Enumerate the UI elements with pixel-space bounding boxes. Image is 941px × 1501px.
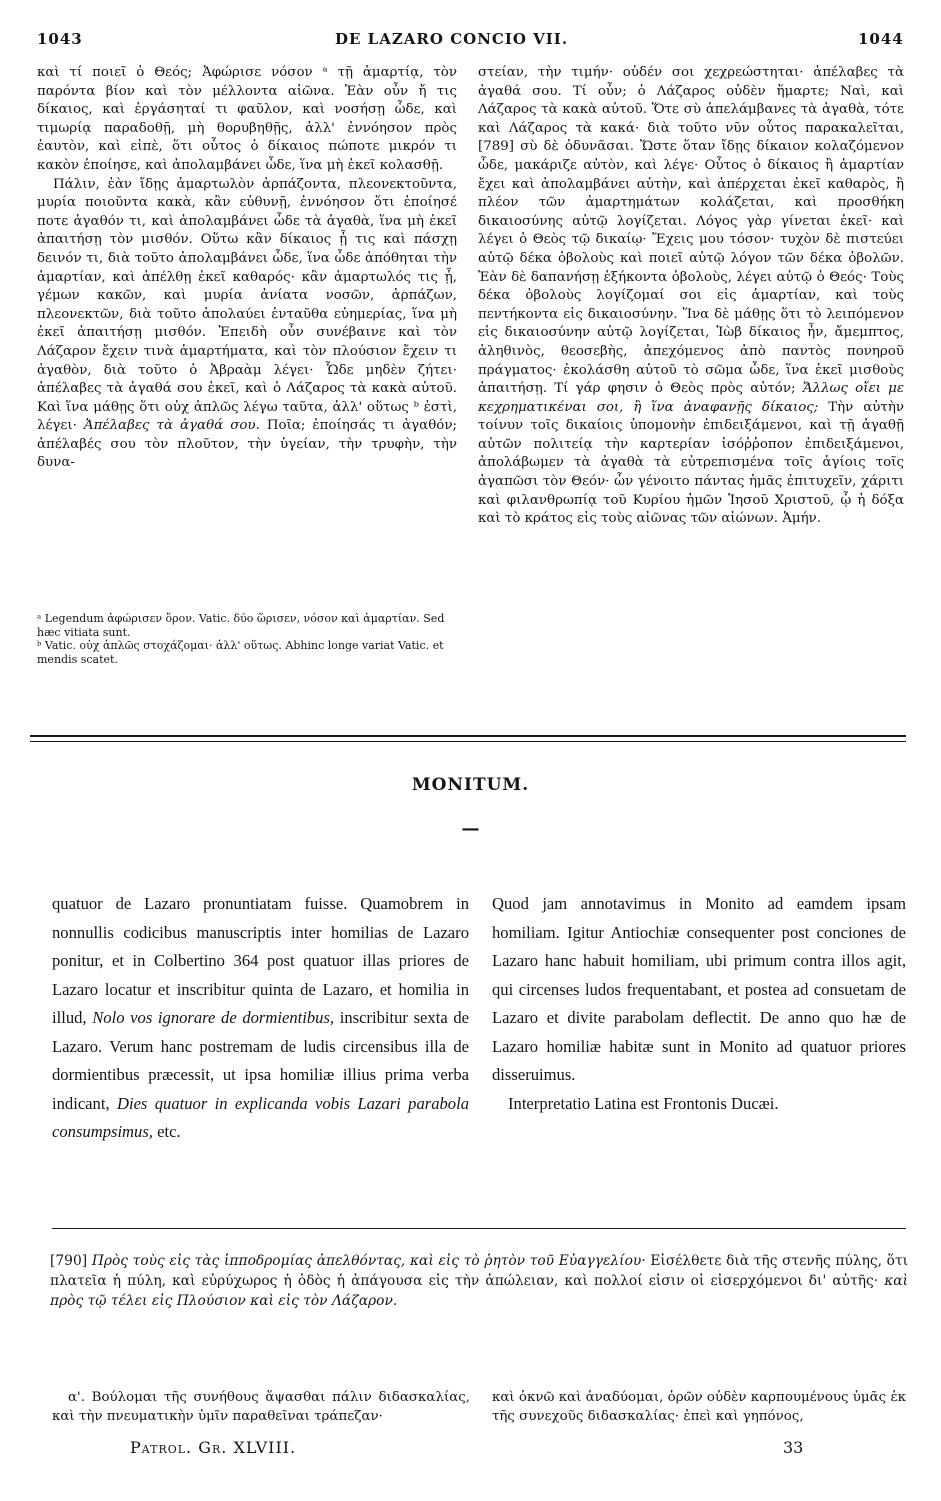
latin-citation: Dies quatuor in explicanda vobis Lazari parabola consumpsimus, (52, 1093, 469, 1141)
footnotes (37, 612, 457, 666)
greek-column-right (478, 64, 904, 529)
footnote-a: ᵃ Legendum ἀφώρισεν ὅρον. Vatic. δύο ὥρισεν, νόσον καὶ ἁμαρτίαν. Sed hæc vitiata sunt. (37, 612, 445, 639)
section-divider (52, 1228, 906, 1229)
homily-title-italic: καὶ πρὸς τῷ τέλει εἰς Πλούσιον καὶ εἰς τὸν Λάζαρον. (50, 1273, 909, 1309)
monitum-paragraph: Quod jam annotavimus in Monito ad eamdem ipsam homiliam. Igitur Antiochiæ consequenter post conciones de Lazaro hanc habuit homiliam, ubi primum contra illos agit, qui circenses ludos frequentabant, et postea ad consuetam de Lazaro et divite parabolam deflectit. De anno quo hæ de Lazaro homiliæ habitæ sunt in Monito ad quatuor priores disseruimus. (492, 894, 906, 1084)
monitum-paragraph (52, 890, 469, 1147)
running-title: DE LAZARO CONCIO VII. (335, 30, 569, 48)
greek-paragraph: καὶ τί ποιεῖ ὁ Θεός; Ἀφώρισε νόσον ᵃ τῇ ἁμαρτίᾳ, τὸν παρόντα βίον καὶ τὸν μέλλοντα αἰῶνα. Ἐὰν οὖν ἤ τις δίκαιος, καὶ ἐργάσηταί τι φαῦλον, καὶ νοσήσῃ ὧδε, καὶ τιμωρίᾳ παραδοθῇ, μὴ θορυβηθῇς, ἀλλ' ἐννόησον πρὸς ἑαυτὸν, καὶ εἰπὲ, ὅτι οὗτος ὁ δίκαιος πώποτε μικρόν τι κακὸν ἐποίησε, καὶ ἀπολαμβάνει ὧδε, ἵνα μὴ ἐκεῖ κολασθῇ. (37, 65, 457, 173)
homily-column-left (52, 1388, 470, 1426)
greek-text: Πάλιν, ἐὰν ἴδῃς ἁμαρτωλὸν ἁρπάζοντα, πλεονεκτοῦντα, μυρία ποιοῦντα κακὰ, κἂν εὐθυνῇ, ἐννόησον ὅτι ἐποίησέ ποτε ἀγαθόν τι, καὶ ἀπολαμβάνει ὧδε τὰ ἀγαθὰ, ἵνα μὴ ἐκεῖ ἀπαιτήσῃ τὸν μισθόν. Οὕτω κἂν δίκαιος ᾖ τις καὶ πάσχῃ δεινόν τι, διὰ τοῦτο ἀπολαμβάνει ὧδε, ἵνα ὧδε ἀπόθηται τὴν ἁμαρτίαν, καὶ ἀπέλθῃ ἐκεῖ καθαρός· κἂν ἁμαρτωλός τις ᾖ, γέμων κακῶν, καὶ μυρία ἀνίατα νοσῶν, ἁρπάζων, πλεονεκτῶν, διὰ τοῦτο ἀπολαύει ἐνταῦθα εὐημερίας, ἵνα μὴ ἐκεῖ ἀπαιτήσῃ μισθόν. Ἐπειδὴ οὖν συνέβαινε καὶ τὸν Λάζαρον ἔχειν τινὰ ἁμαρτήματα, καὶ τὸν πλούσιον ἔχειν τι ἀγαθὸν, διὰ τοῦτο ὁ Ἀβραὰμ λέγει· Ὧδε μηδὲν ζήτει· ἀπέλαβες τὰ ἀγαθά σου ἐκεῖ, καὶ ὁ Λάζαρος τὰ κακὰ αὐτοῦ. Καὶ ἵνα μάθῃς ὅτι οὐχ ἁπλῶς λέγω ταῦτα, ἀλλ' οὕτως ᵇ ἐστὶ, λέγει· (37, 176, 457, 434)
homily-title-text (50, 1251, 908, 1311)
monitum-column-left (52, 890, 469, 1147)
page-number-left: 1043 (37, 30, 83, 48)
homily-paragraph: α'. Βούλομαι τῆς συνήθους ἅψασθαι πάλιν διδασκαλίας, καὶ τὴν πνευματικὴν ὑμῖν παραθεῖναι τράπεζαν· (52, 1390, 470, 1424)
marginal-number: [790] (50, 1253, 88, 1269)
signature-mark: 33 (783, 1438, 804, 1457)
homily-title (50, 1251, 908, 1311)
footnote-b: ᵇ Vatic. οὐχ ἁπλῶς στοχάζομαι· ἀλλ' οὕτως. Abhinc longe variat Vatic. et mendis scatet. (37, 639, 444, 666)
monitum-column-right (492, 890, 906, 1118)
monitum-dash: — (461, 818, 480, 839)
page-number-right: 1044 (858, 30, 904, 48)
greek-column-left (37, 64, 457, 473)
section-divider-thin (30, 741, 906, 742)
homily-column-right (492, 1388, 906, 1426)
greek-text: στείαν, τὴν τιμήν· οὐδέν σοι χεχρεώστηται· ἀπέλαβες τὰ ἀγαθά σου. Τί οὖν; ὁ Λάζαρος οὐδὲν ἥμαρτε; Ναὶ, καὶ Λάζαρος τὰ κακὰ αὐτοῦ. Ὅτε σὺ ἀπελάμβανες τὰ ἀγαθὰ, τότε καὶ Λάζαρος τὰ κακά· διὰ τοῦτο νῦν οὗτος παρακαλεῖται, [789] σὺ δὲ ὀδυνᾶσαι. Ὥστε ὅταν ἴδῃς δίκαιον κολαζόμενον ὧδε, μακάριζε αὐτὸν, καὶ λέγε· Οὗτος ὁ δίκαιος ἢ ἁμαρτίαν ἔχει καὶ ἀπολαμβάνει αὐτὴν, καὶ ἀπέρχεται ἐκεῖ καθαρὸς, ἢ πλέον τῶν ἁμαρτημάτων κολάζεται, καὶ προσθήκη δικαιοσύνης αὐτῷ λογίζεται. Λόγος γὰρ γίνεται ἐκεῖ· καὶ λέγει ὁ Θεὸς τῷ δικαίῳ· Ἔχεις μου τόσον· τυχὸν δὲ πιστεύει αὐτῷ δέκα ὀβολοὺς καὶ ποιεῖ αὐτῷ λόγον τῶν δέκα ὀβολῶν. Ἐὰν δὲ δαπανήσῃ ἑξήκοντα ὀβολοὺς, λέγει αὐτῷ ὁ Θεός· Τοὺς δέκα ὀβολοὺς λογίζομαί σοι εἰς ἁμαρτίαν, καὶ τοὺς πεντήκοντα εἰς δικαιοσύνην. Ἵνα δὲ μάθῃς ὅτι τὸ λειπόμενον εἰς δικαιοσύνην αὐτῷ λογίζεται, Ἰὼβ δίκαιος ἦν, ἄμεμπτος, ἀληθινὸς, θεοσεβὴς, ἀπεχόμενος ἀπὸ παντὸς πονηροῦ πράγματος· ἐκολάσθη αὐτοῦ τὸ σῶμα ὧδε, ἵνα ἐκεῖ μισθοὺς ἀπαιτήσῃ. Τί γάρ φησιν ὁ Θεὸς πρὸς αὐτόν; (478, 65, 904, 397)
greek-quotation: Ἄλλως οἴει με κεχρηματικέναι σοι, ἢ ἵνα ἀναφανῇς δίκαιος; (478, 381, 905, 415)
latin-text: quatuor de Lazaro pronuntiatam fuisse. Quamobrem in nonnullis codicibus manuscriptis inter homilias de Lazaro ponitur, et in Colbertino 364 post quatuor illas priores de Lazaro locatur et inscribitur quinta de Lazaro, et homilia in illud, (52, 894, 469, 1027)
homily-title-plain: Εἰσέλθετε διὰ τῆς στενῆς πύλης, ὅτι πλατεῖα ἡ πύλη, καὶ εὐρύχωρος ἡ ὁδὸς ἡ ἀπάγουσα εἰς τὴν ἀπώλειαν, καὶ πολλοί εἰσιν οἱ εἰσερχόμενοι δι' αὐτῆς· (50, 1253, 909, 1289)
latin-citation: Nolo vos ignorare de dormientibus, (92, 1008, 335, 1027)
greek-paragraph (37, 176, 457, 474)
greek-paragraph (478, 64, 904, 529)
greek-text: Τὴν αὐτὴν τοίνυν τοῖς δικαίοις ὑπομονὴν ἐπιδειξάμενοι, καὶ τῇ ἀγαθῇ αὐτῶν πολιτείᾳ τὴν καρτερίαν ἰσόῤῥοπον ἐπιδειξάμενοι, ἀπολάβωμεν τὰ ἀγαθὰ τὰ εὐτρεπισμένα τοῖς ἁγίοις τοῖς ἀγαπῶσι τὸν Θεόν· ὧν γένοιτο πάντας ἡμᾶς ἐπιτυχεῖν, χάριτι καὶ φιλανθρωπίᾳ τοῦ Κυρίου ἡμῶν Ἰησοῦ Χριστοῦ, ᾧ ἡ δόξα καὶ τὸ κράτος εἰς τοὺς αἰῶνας τῶν αἰώνων. Ἀμήν. (478, 399, 904, 527)
latin-text: etc. (157, 1122, 181, 1141)
latin-text: inscribitur sexta de Lazaro. Verum hanc postremam de ludis circensibus illa de dormientibus præcessit, ut ipsa homiliæ illius prima verba indicant, (52, 1008, 469, 1113)
homily-paragraph: καὶ ὀκνῶ καὶ ἀναδύομαι, ὁρῶν οὐδὲν καρπουμένους ὑμᾶς ἐκ τῆς συνεχοῦς διδασκαλίας· ἐπεὶ καὶ γηπόνος, (492, 1390, 906, 1424)
greek-text: Ποῖα; ἐποίησάς τι ἀγαθόν; ἀπέλαβές σου τὸν πλοῦτον, τὴν ὑγείαν, τὴν τρυφὴν, τὴν δυνα- (37, 418, 457, 471)
greek-quotation: Ἀπέλαβες τὰ ἀγαθά σου. (83, 418, 260, 434)
series-footer: Patrol. Gr. XLVIII. (130, 1438, 297, 1457)
monitum-title: MONITUM. (411, 775, 530, 795)
monitum-paragraph: Interpretatio Latina est Frontonis Ducæi. (508, 1093, 779, 1113)
homily-title-italic: Πρὸς τοὺς εἰς τὰς ἱπποδρομίας ἀπελθόντας, καὶ εἰς τὸ ῥητὸν τοῦ Εὐαγγελίου· (91, 1253, 646, 1269)
section-divider (30, 735, 906, 737)
